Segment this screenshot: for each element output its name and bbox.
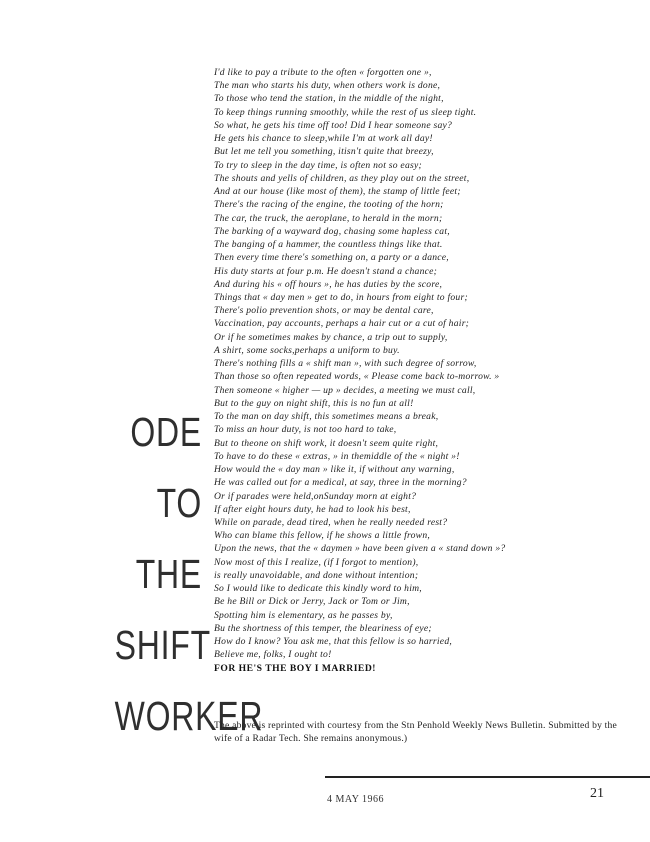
poem-line: Believe me, folks, I ought to! xyxy=(214,649,332,661)
poem-line: Bu the shortness of this temper, the bleariness of eye; xyxy=(214,622,432,634)
poem-line: So I would like to dedicate this kindly word to him, xyxy=(214,583,422,595)
poem-line: The barking of a wayward dog, chasing some hapless cat, xyxy=(214,225,450,237)
poem-line: I'd like to pay a tribute to the often « forgotten one », xyxy=(214,67,432,78)
poem-body xyxy=(214,66,634,675)
title-word-worker: WORKER xyxy=(114,693,264,739)
poem-line: Vaccination, pay accounts, perhaps a hair cut or a cut of hair; xyxy=(214,318,470,330)
poem-line: The shouts and yells of children, as they play out on the street, xyxy=(214,172,470,184)
poem-line: To try to sleep in the day time, is often not so easy; xyxy=(214,159,422,171)
footer-rule xyxy=(325,776,650,778)
poem-line: Then someone « higher — up » decides, a meeting we must call, xyxy=(214,384,476,396)
poem-line: Who can blame this fellow, if he shows a little frown, xyxy=(214,530,431,542)
poem-line: A shirt, some socks,perhaps a uniform to buy. xyxy=(214,344,400,356)
poem-line: Upon the news, that the « daymen » have been given a « stand down »? xyxy=(214,543,506,555)
poem-line: Now most of this I realize, (if I forgot to mention), xyxy=(214,556,419,568)
poem-line: Things that « day men » get to do, in hours from eight to four; xyxy=(214,291,468,303)
footer-date: 4 MAY 1966 xyxy=(327,794,385,805)
poem-line: There's nothing fills a « shift man », with such degree of sorrow, xyxy=(214,358,477,370)
poem-line: But to the guy on night shift, this is no fun at all! xyxy=(214,397,414,409)
article-title xyxy=(90,409,264,767)
poem-line: The car, the truck, the aeroplane, to herald in the morn; xyxy=(214,212,443,224)
poem-line: He gets his chance to sleep,while I'm at work all day! xyxy=(214,133,433,145)
poem-line: How do I know? You ask me, that this fellow is so harried, xyxy=(214,636,453,648)
poem-line: Or if he sometimes makes by chance, a trip out to supply, xyxy=(214,331,448,343)
poem-line: The banging of a hammer, the countless things like that. xyxy=(214,239,443,251)
poem-line: To have to do these « extras, » in themiddle of the « night »! xyxy=(214,450,460,462)
poem-line: Than those so often repeated words, « Please come back to-morrow. » xyxy=(214,371,500,383)
poem-line: How would the « day man » like it, if without any warning, xyxy=(214,464,455,476)
poem-line: There's polio prevention shots, or may be dental care, xyxy=(214,305,434,317)
poem-line: He was called out for a medical, at say, three in the morning? xyxy=(214,477,467,489)
title-word-ode: ODE xyxy=(130,409,202,455)
poem-line: And at our house (like most of them), the stamp of little feet; xyxy=(214,186,461,198)
poem-line: Spotting him is elementary, as he passes by, xyxy=(214,609,393,621)
poem-line: Then every time there's something on, a party or a dance, xyxy=(214,252,449,264)
poem-line: To keep things running smoothly, while the rest of us sleep tight. xyxy=(214,106,477,118)
poem-line: And during his « off hours », he has duties by the score, xyxy=(214,278,443,290)
poem-line: If after eight hours duty, he had to look his best, xyxy=(214,503,411,515)
poem-line: is really unavoidable, and done without intention; xyxy=(214,569,419,581)
poem-line: So what, he gets his time off too! Did I hear someone say? xyxy=(214,119,453,131)
title-word-to: TO xyxy=(156,480,202,526)
credit-note: The above is reprinted with courtesy from the Stn Penhold Weekly News Bulletin. Submitted by the wife of a Radar Tech. She remains anonymous.) xyxy=(214,720,618,744)
poem-line: Be he Bill or Dick or Jerry, Jack or Tom or Jim, xyxy=(214,596,410,608)
poem-line: To the man on day shift, this sometimes means a break, xyxy=(214,411,439,423)
poem-line: But let me tell you something, itisn't quite that breezy, xyxy=(214,146,434,158)
poem-line: But to theone on shift work, it doesn't seem quite right, xyxy=(214,437,439,449)
poem-line: Or if parades were held,onSunday morn at eight? xyxy=(214,490,417,502)
title-word-shift: SHIFT xyxy=(114,622,211,668)
poem-line: The man who starts his duty, when others work is done, xyxy=(214,80,441,92)
poem-line: To those who tend the station, in the middle of the night, xyxy=(214,93,444,105)
poem-line: To miss an hour duty, is not too hard to take, xyxy=(214,424,397,436)
page-number: 21 xyxy=(590,786,604,801)
poem-closing-line: FOR HE'S THE BOY I MARRIED! xyxy=(214,662,376,674)
poem-line: There's the racing of the engine, the tooting of the horn; xyxy=(214,199,444,211)
poem-line: His duty starts at four p.m. He doesn't stand a chance; xyxy=(214,265,438,277)
title-word-the: THE xyxy=(135,551,202,597)
poem-line: While on parade, dead tired, when he really needed rest? xyxy=(214,516,448,528)
